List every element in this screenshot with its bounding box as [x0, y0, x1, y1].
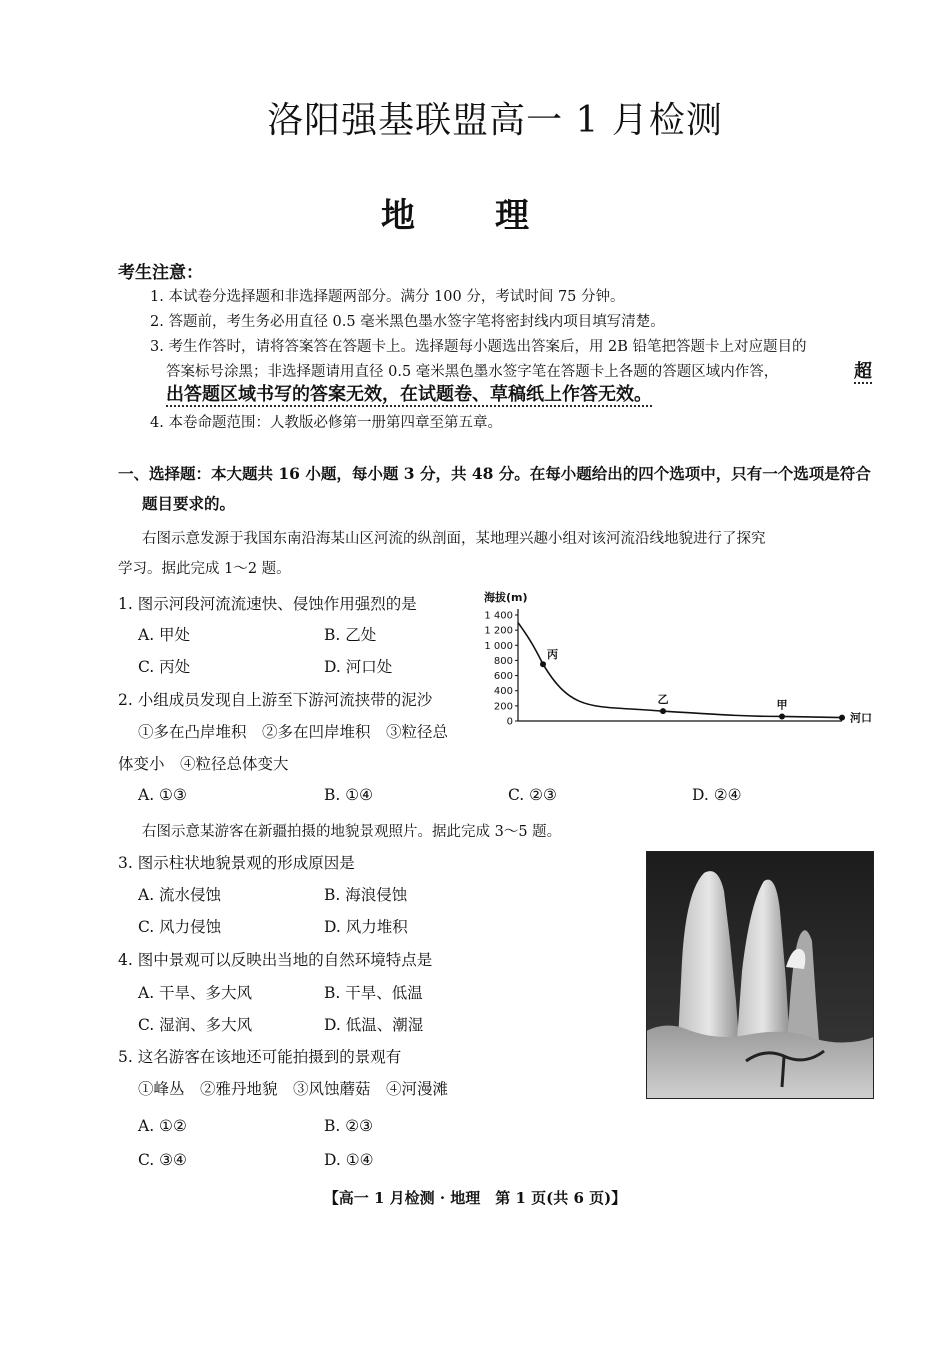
y-tick-label: 1 000: [484, 640, 513, 652]
point-label: 丙: [547, 648, 558, 662]
notice-item-2: 2. 答题前，考生务必用直径 0.5 毫米黑色墨水签字笔将密封线内项目填写清楚。: [150, 314, 665, 330]
question-4-stem: 4. 图中景观可以反映出当地的自然环境特点是: [118, 951, 433, 969]
question-2-stem: 2. 小组成员发现自上游至下游河流挟带的泥沙: [118, 691, 433, 709]
question-2-statements-cont: 体变小 ④粒径总体变大: [118, 755, 289, 773]
y-tick-label: 400: [493, 686, 513, 698]
notice-item-1: 1. 本试卷分选择题和非选择题两部分。满分 100 分，考试时间 75 分钟。: [150, 289, 625, 305]
question-3-option-d: D. 风力堆积: [324, 918, 408, 936]
question-5-option-d: D. ①④: [324, 1151, 374, 1169]
question-3-option-b: B. 海浪侵蚀: [324, 886, 408, 904]
landform-photo: [646, 851, 874, 1099]
question-3-option-a: A. 流水侵蚀: [138, 886, 222, 904]
question-1-stem: 1. 图示河段河流流速快、侵蚀作用强烈的是: [118, 595, 417, 613]
question-2-option-c: C. ②③: [508, 786, 557, 804]
profile-point: [660, 708, 666, 714]
section-heading-cont: 题目要求的。: [142, 494, 236, 513]
profile-point: [839, 715, 845, 721]
y-tick-label: 1 200: [484, 625, 513, 637]
question-2-statements: ①多在凸岸堆积 ②多在凹岸堆积 ③粒径总: [138, 723, 449, 741]
intro-text-1-cont: 学习。据此完成 1～2 题。: [118, 561, 291, 577]
intro-text-2: 右图示意某游客在新疆拍摄的地貌景观照片。据此完成 3～5 题。: [142, 824, 562, 840]
question-5-statements: ①峰丛 ②雅丹地貌 ③风蚀蘑菇 ④河漫滩: [138, 1080, 449, 1098]
profile-point: [779, 713, 785, 719]
question-5-option-a: A. ①②: [138, 1117, 187, 1135]
question-3-option-c: C. 风力侵蚀: [138, 918, 222, 936]
question-4-option-a: A. 干旱、多大风: [138, 984, 253, 1002]
river-profile-chart: [470, 585, 885, 735]
question-4-option-d: D. 低温、潮湿: [324, 1016, 424, 1034]
page-footer: 【高一 1 月检测 · 地理 第 1 页(共 6 页)】: [323, 1189, 627, 1207]
question-5-option-c: C. ③④: [138, 1151, 187, 1169]
question-1-option-d: D. 河口处: [324, 658, 393, 676]
point-label: 乙: [657, 693, 669, 707]
question-5-stem: 5. 这名游客在该地还可能拍摄到的景观有: [118, 1048, 402, 1066]
subject-title: 地理: [381, 196, 609, 236]
question-1-option-c: C. 丙处: [138, 658, 191, 676]
question-3-stem: 3. 图示柱状地貌景观的形成原因是: [118, 854, 355, 872]
y-tick-label: 0: [506, 716, 513, 728]
point-label: 河口: [850, 711, 872, 725]
notice-item-3-emphasis-start: 超: [854, 361, 872, 382]
notice-item-4: 4. 本卷命题范围：人教版必修第一册第四章至第五章。: [150, 415, 502, 431]
section-heading: 一、选择题：本大题共 16 小题，每小题 3 分，共 48 分。在每小题给出的四个选项中，只有一个选项是符合: [118, 464, 871, 483]
question-4-option-b: B. 干旱、低温: [324, 984, 423, 1002]
question-2-option-a: A. ①③: [138, 786, 187, 804]
question-2-option-b: B. ①④: [324, 786, 374, 804]
y-tick-label: 1 400: [484, 610, 513, 622]
notice-item-3-emphasis: 出答题区域书写的答案无效，在试题卷、草稿纸上作答无效。: [166, 384, 652, 405]
intro-text-1: 右图示意发源于我国东南沿海某山区河流的纵剖面，某地理兴趣小组对该河流沿线地貌进行了探究: [142, 531, 766, 547]
y-tick-label: 600: [493, 671, 513, 683]
notice-item-3: 3. 考生作答时，请将答案答在答题卡上。选择题每小题选出答案后，用 2B 铅笔把答题卡上对应题目的: [150, 339, 807, 355]
y-tick-label: 800: [493, 655, 513, 667]
question-4-option-c: C. 湿润、多大风: [138, 1016, 253, 1034]
profile-point: [540, 661, 546, 667]
point-label: 甲: [776, 698, 788, 712]
profile-line: [518, 623, 842, 718]
question-2-option-d: D. ②④: [692, 786, 742, 804]
question-1-option-b: B. 乙处: [324, 626, 377, 644]
page-title: 洛阳强基联盟高一 1 月检测: [267, 100, 723, 141]
question-5-option-b: B. ②③: [324, 1117, 374, 1135]
notice-heading: 考生注意：: [118, 263, 203, 283]
y-tick-label: 200: [493, 701, 513, 713]
y-axis-label: 海拔(m): [484, 591, 528, 604]
notice-item-3-cont: 答案标号涂黑；非选择题请用直径 0.5 毫米黑色墨水签字笔在答题卡上各题的答题区域内作答，: [166, 364, 779, 380]
question-1-option-a: A. 甲处: [138, 626, 191, 644]
